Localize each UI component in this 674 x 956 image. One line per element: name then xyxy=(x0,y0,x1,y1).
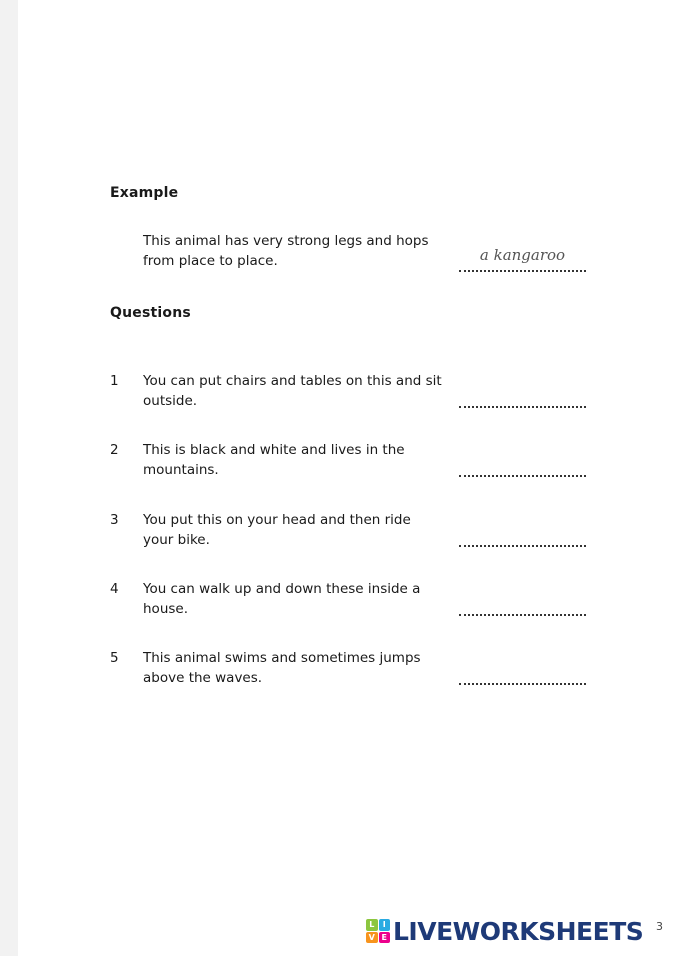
question-text-line: You can put chairs and tables on this and sit xyxy=(143,373,442,389)
example-answer: a kangaroo xyxy=(479,246,566,264)
answer-input-3[interactable] xyxy=(459,523,586,545)
example-heading: Example xyxy=(110,185,179,201)
question-text-line: This is black and white and lives in the xyxy=(143,442,405,458)
question-text-line: your bike. xyxy=(143,532,210,548)
question-text xyxy=(143,440,443,480)
liveworksheets-logo[interactable] xyxy=(366,916,643,946)
question-text-line: above the waves. xyxy=(143,670,263,686)
question-number: 3 xyxy=(110,512,119,528)
answer-input-4[interactable] xyxy=(459,592,586,614)
question-text xyxy=(143,510,443,550)
logo-letter: V xyxy=(366,932,378,944)
question-number: 5 xyxy=(110,650,119,666)
question-number: 4 xyxy=(110,581,119,597)
question-text xyxy=(143,579,443,619)
answer-input-2[interactable] xyxy=(459,453,586,475)
question-text-line: mountains. xyxy=(143,462,219,478)
logo-letter: I xyxy=(379,919,391,931)
example-text xyxy=(143,231,443,271)
page-number: 3 xyxy=(656,920,663,933)
example-answer-line xyxy=(459,250,586,272)
question-text-line: You can walk up and down these inside a xyxy=(143,581,421,597)
brand-name: LIVEWORKSHEETS xyxy=(393,916,644,946)
logo-grid-icon xyxy=(366,919,390,943)
example-text-line-1: This animal has very strong legs and hops xyxy=(143,233,429,249)
question-text xyxy=(143,648,443,688)
question-text-line: outside. xyxy=(143,393,198,409)
answer-input-5[interactable] xyxy=(459,661,586,683)
answer-input-1[interactable] xyxy=(459,384,586,406)
logo-letter: E xyxy=(379,932,391,944)
example-text-line-2: from place to place. xyxy=(143,253,278,269)
questions-heading: Questions xyxy=(110,305,191,321)
logo-letter: L xyxy=(366,919,378,931)
question-text xyxy=(143,371,443,411)
question-text-line: You put this on your head and then ride xyxy=(143,512,411,528)
question-number: 1 xyxy=(110,373,119,389)
question-text-line: house. xyxy=(143,601,189,617)
question-text-line: This animal swims and sometimes jumps xyxy=(143,650,421,666)
question-number: 2 xyxy=(110,442,119,458)
